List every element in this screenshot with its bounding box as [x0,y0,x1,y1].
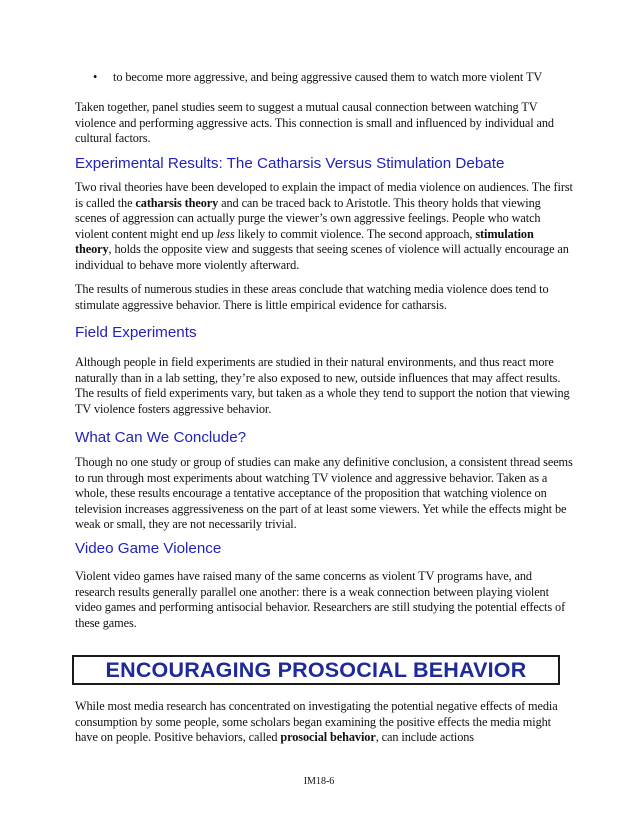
panel-summary-paragraph: Taken together, panel studies seem to suggest a mutual causal connection between watching TV violence and performing aggressive acts. This connection is small and influenced by individual and cultural factors. [75,100,554,146]
prosocial-banner [72,655,560,685]
stimulation-theory-term: stimulation theory [75,226,534,257]
field-paragraph: Although people in field experiments are studied in their natural environments, and thus react more naturally than in a lab setting, they’re also exposed to new, outside influences that may affect results. The results of field experiments vary, but taken as a whole they tend to support the notion that viewing TV violence fosters aggressive behavior. [75,355,570,416]
bullet-text: to become more aggressive, and being aggressive caused them to watch more violent TV [113,70,543,84]
text-run: , can include actions [375,730,474,745]
prosocial-banner-title: ENCOURAGING PROSOCIAL BEHAVIOR [105,657,527,682]
prosocial-behavior-term: prosocial behavior [280,730,376,745]
text-run: While most media research has concentrated on investigating the potential negative effects of media consumption by some people, some scholars began examining the positive effects the media might have on people. Positive behaviors, called [75,699,558,745]
catharsis-theory-term: catharsis theory [135,195,219,210]
experimental-paragraph-2: The results of numerous studies in these areas conclude that watching media violence does tend to stimulate aggressive behavior. There is little empirical evidence for catharsis. [75,282,549,312]
prosocial-paragraph [75,699,573,746]
video-game-heading: Video Game Violence [75,540,222,557]
page-number: IM18-6 [303,776,335,787]
text-run: , holds the opposite view and suggests that seeing scenes of violence will actually encourage an individual to behave more violently afterward. [75,242,569,272]
video-game-paragraph: Violent video games have raised many of the same concerns as violent TV programs have, and research results generally parallel one another: there is a weak connection between playing violent video games and performing antisocial behavior. Researchers are still studying the potential effects of these games. [75,569,566,630]
field-heading: Field Experiments [75,324,197,341]
experimental-paragraph-1 [75,180,573,274]
conclude-heading: What Can We Conclude? [75,429,247,446]
conclude-paragraph: Though no one study or group of studies can make any definitive conclusion, a consistent thread seems to run through most experiments about watching TV violence and aggressive behavior. Taken as a whole, these results encourage a tentative acceptance of the proposition that watching violence on television increases aggressiveness on the part of at least some viewers. Yet while the effects might be weak or small, they are not necessarily trivial. [75,455,573,532]
text-run: and can be traced back to Aristotle. This theory holds that viewing scenes of aggression can actually purge the viewer’s own aggressive feelings. People who watch violent content might end up [75,195,541,241]
bullet-icon: • [93,70,98,84]
experimental-heading: Experimental Results: The Catharsis Versus Stimulation Debate [75,155,505,172]
text-run: likely to commit violence. The second approach, [234,226,476,241]
less-emphasis: less [216,226,235,241]
text-run: Two rival theories have been developed to explain the impact of media violence on audiences. The first is called the [75,180,573,210]
